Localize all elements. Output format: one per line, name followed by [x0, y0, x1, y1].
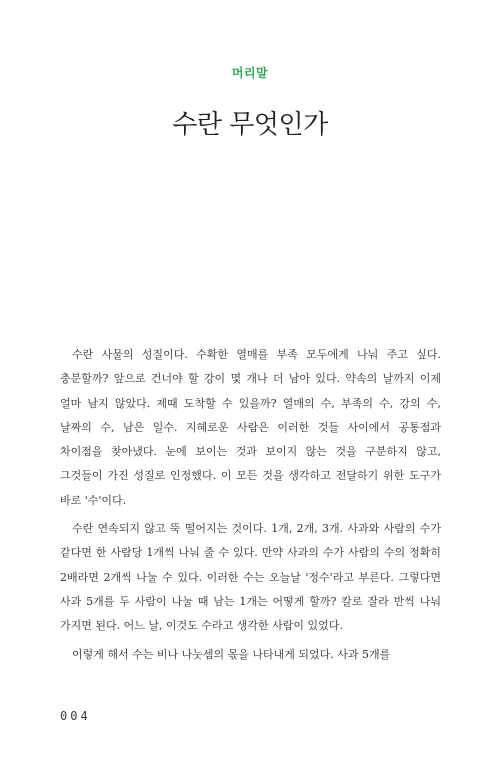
paragraph-1: 수란 사물의 성질이다. 수확한 열매를 부족 모두에게 나눠 주고 싶다. 충분할까? 앞으로 건너야 할 강이 몇 개나 더 남아 있다. 약속의 날까지 이제 얼마 남지 않았다. 제때 도착할 수 있을까? 열매의 수, 부족의 수, 강의 수, 날짜의 수, 남은 일수. 지혜로운 사람은 이러한 것들 사이에서 공통점과 차이점을 찾아냈다. 눈에 보이는 것과 보이지 않는 것을 구분하지 않고, 그것들이 가진 성질로 인정했다. 이 모든 것을 생각하고 전달하기 위한 도구가 바로 '수'이다. — [60, 348, 441, 507]
section-label: 머리말 — [231, 66, 269, 80]
body-text — [60, 343, 441, 671]
paragraph-2: 수란 연속되지 않고 뚝 떨어지는 것이다. 1개, 2개, 3개. 사과와 사람의 수가 같다면 한 사람당 1개씩 나눠 줄 수 있다. 만약 사과의 수가 사람의 수의 정확히 2배라면 2개씩 나눌 수 있다. 이러한 수는 오늘날 '정수'라고 부른다. 그렇다면 사과 5개를 두 사람이 나눌 때 남는 1개는 어떻게 할까? 칼로 잘라 반씩 나눠 가지면 된다. 어느 날, 이것도 수라고 생각한 사람이 있었다. — [60, 522, 441, 633]
chapter-title: 수란 무엇인가 — [172, 110, 328, 140]
page-number: 004 — [60, 709, 91, 723]
paragraph-3: 이렇게 해서 수는 비나 나눗셈의 몫을 나타내게 되었다. 사과 5개를 — [72, 647, 391, 661]
